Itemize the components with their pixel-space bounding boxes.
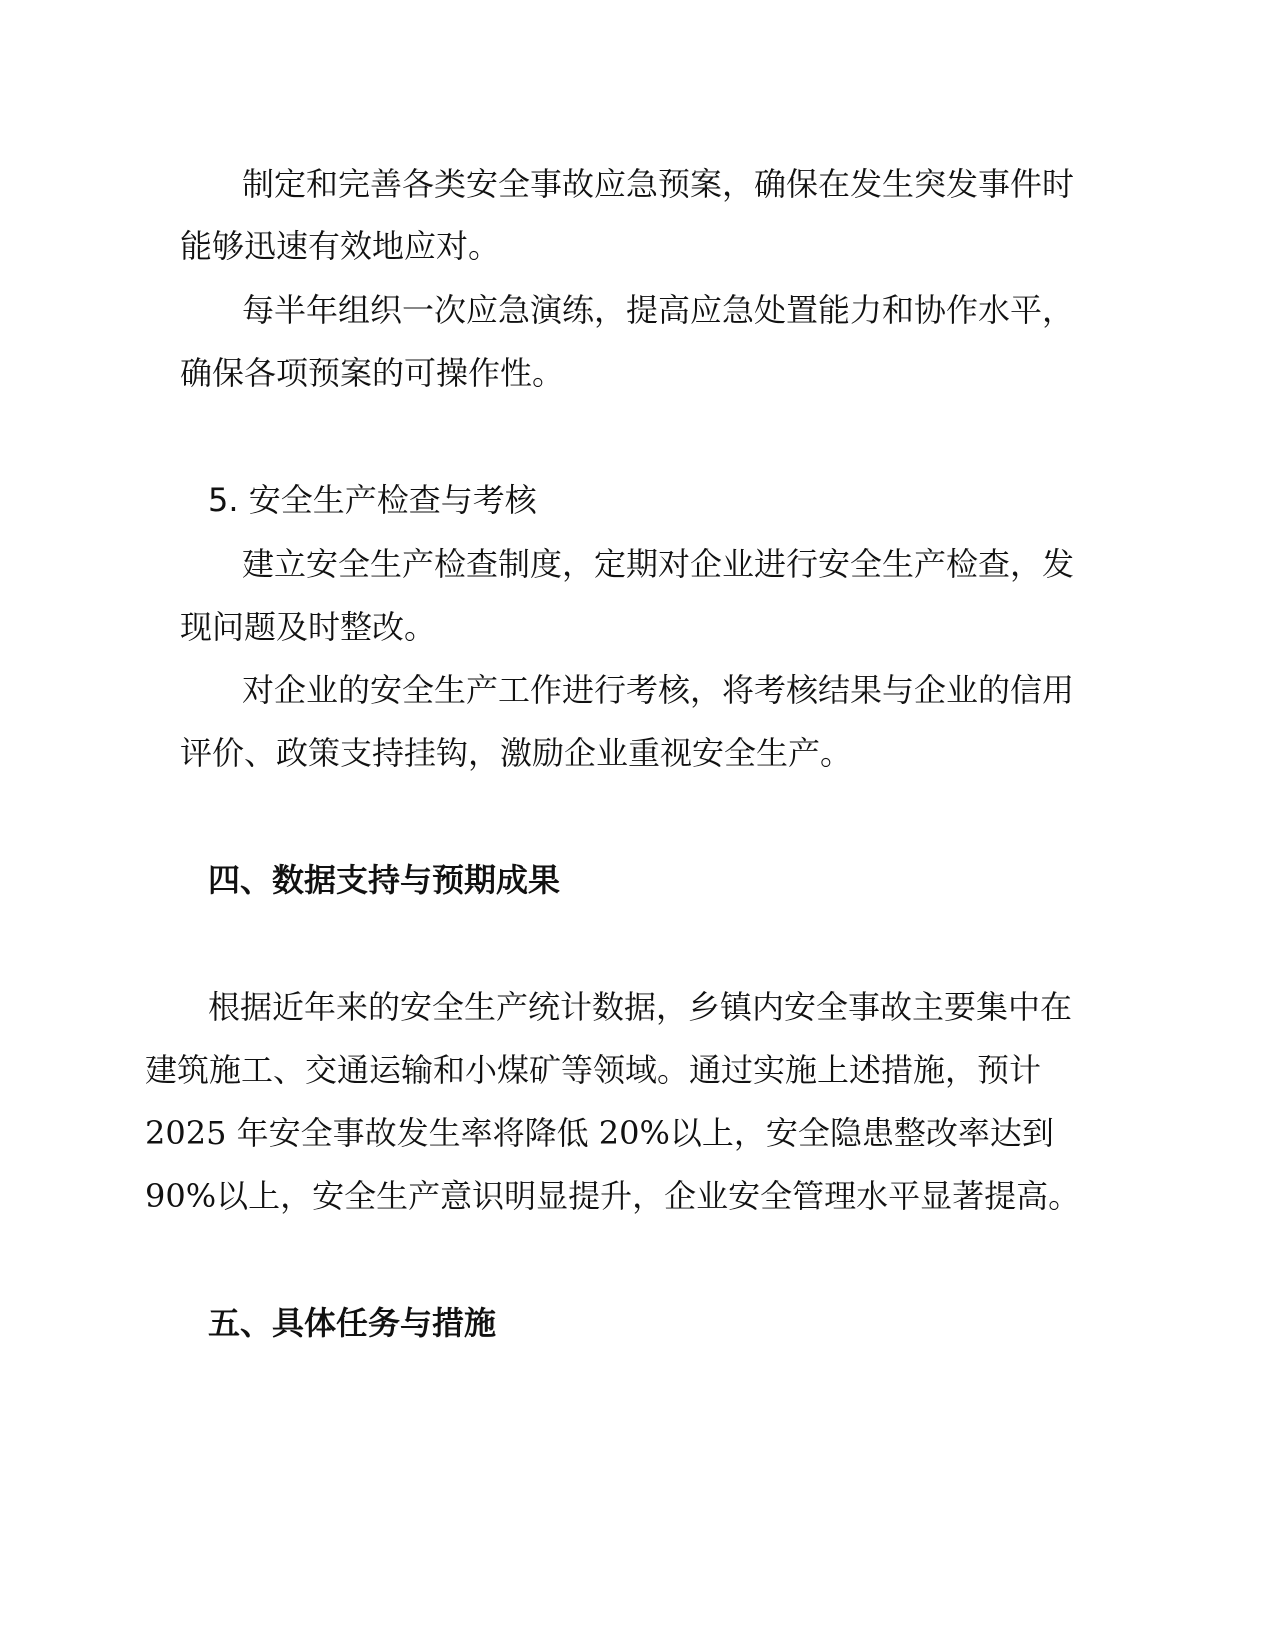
paragraph-emergency-plan-line-1: 制定和完善各类安全事故应急预案，确保在发生突发事件时 xyxy=(242,165,1075,203)
paragraph-assessment-line-2: 评价、政策支持挂钩，激励企业重视安全生产。 xyxy=(180,734,853,772)
paragraph-drill-line-1: 每半年组织一次应急演练，提高应急处置能力和协作水平， xyxy=(242,291,1075,329)
paragraph-emergency-plan-line-2: 能够迅速有效地应对。 xyxy=(180,227,501,265)
subheading-item-5: 5. 安全生产检查与考核 xyxy=(208,481,537,519)
paragraph-assessment-line-1: 对企业的安全生产工作进行考核，将考核结果与企业的信用 xyxy=(242,671,1075,709)
section-four-heading: 四、数据支持与预期成果 xyxy=(208,861,561,899)
paragraph-data-line-4: 90%以上，安全生产意识明显提升，企业安全管理水平显著提高。 xyxy=(145,1177,1081,1215)
paragraph-inspection-line-2: 现问题及时整改。 xyxy=(180,608,437,646)
paragraph-data-line-2: 建筑施工、交通运输和小煤矿等领域。通过实施上述措施，预计 xyxy=(145,1051,1042,1089)
paragraph-data-line-1: 根据近年来的安全生产统计数据，乡镇内安全事故主要集中在 xyxy=(208,988,1073,1026)
paragraph-data-line-3: 2025 年安全事故发生率将降低 20%以上，安全隐患整改率达到 xyxy=(145,1114,1054,1152)
paragraph-drill-line-2: 确保各项预案的可操作性。 xyxy=(180,354,565,392)
paragraph-inspection-line-1: 建立安全生产检查制度，定期对企业进行安全生产检查，发 xyxy=(242,545,1075,583)
section-five-heading: 五、具体任务与措施 xyxy=(208,1304,497,1342)
